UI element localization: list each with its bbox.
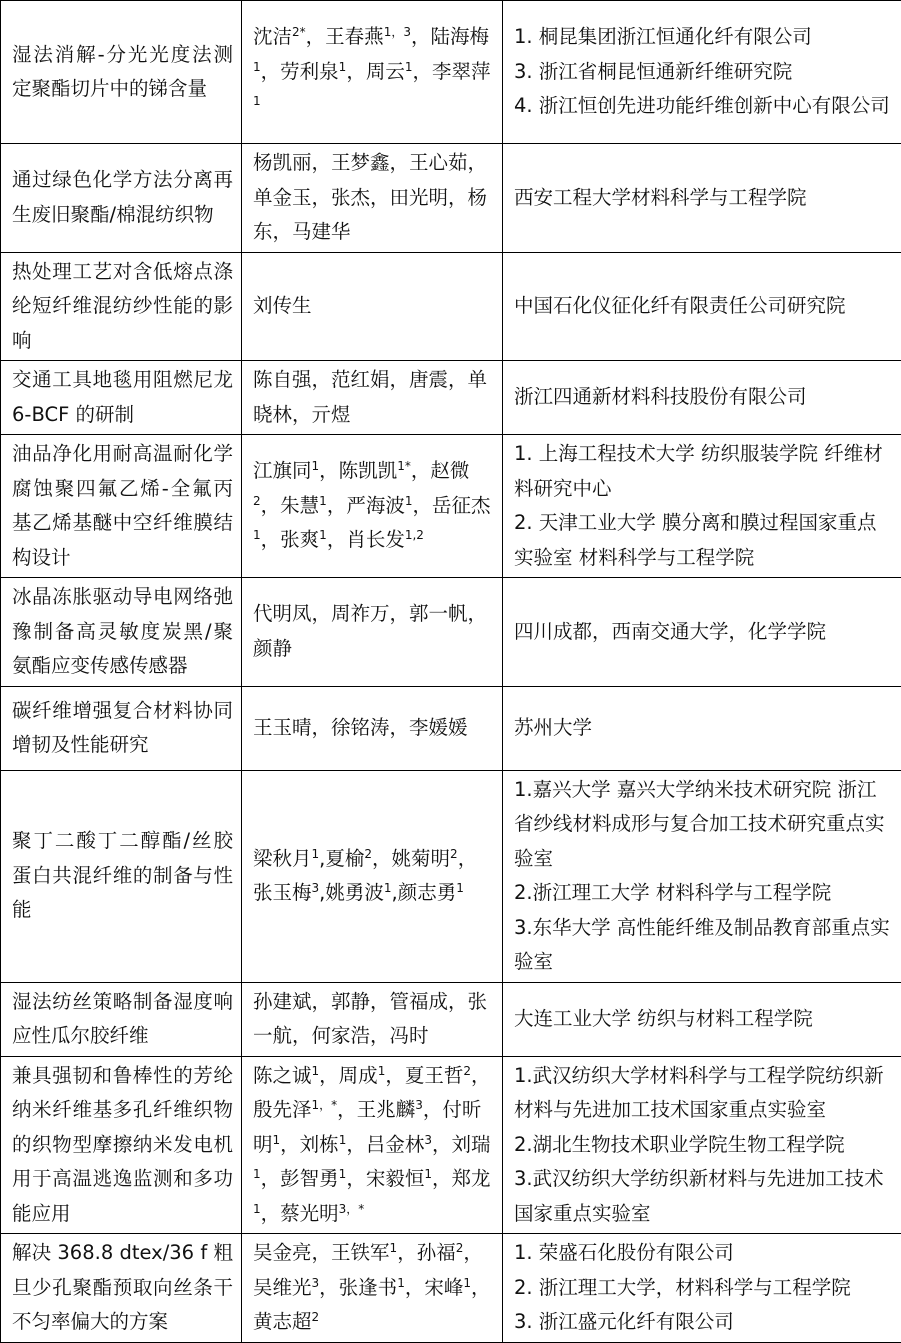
author-separator: ， bbox=[327, 494, 347, 517]
author-affiliation-mark: 1 bbox=[319, 494, 327, 508]
author-name: 黄志超 bbox=[253, 1310, 312, 1333]
paper-authors bbox=[242, 1, 503, 144]
author-name: 宋峰 bbox=[424, 1276, 463, 1299]
author-separator: ， bbox=[261, 528, 281, 551]
author-separator: ， bbox=[458, 847, 478, 870]
author-name: 蔡光明 bbox=[280, 1202, 339, 1225]
paper-affiliations bbox=[503, 435, 901, 578]
paper-authors bbox=[242, 982, 503, 1056]
author-affiliation-mark: 1 bbox=[390, 1241, 398, 1255]
author-name: 付昕明 bbox=[253, 1098, 481, 1156]
author-separator: ， bbox=[261, 1202, 281, 1225]
author-separator: ， bbox=[319, 459, 339, 482]
author-name: 李翠萍 bbox=[432, 60, 491, 83]
paper-title: 热处理工艺对含低熔点涤纶短纤维混纺纱性能的影响 bbox=[1, 252, 242, 361]
affiliation-line: 4. 浙江恒创先进功能纤维创新中心有限公司 bbox=[514, 89, 893, 124]
author-affiliation-mark: 2* bbox=[292, 25, 306, 39]
author-name: 陆海梅 bbox=[430, 25, 489, 48]
author-affiliation-mark: 1 bbox=[378, 1064, 386, 1078]
author-name: 王春燕 bbox=[325, 25, 384, 48]
author-affiliation-mark: 2 bbox=[456, 1241, 464, 1255]
author-affiliation-mark: 1 bbox=[319, 528, 327, 542]
author-name: 陈凯凯 bbox=[339, 459, 398, 482]
author-name: 沈洁 bbox=[253, 25, 292, 48]
author-name: 陈之诚 bbox=[253, 1064, 312, 1087]
paper-authors bbox=[242, 578, 503, 687]
affiliation-line: 1.嘉兴大学 嘉兴大学纳米技术研究院 浙江省纱线材料成形与复合加工技术研究重点实验室 bbox=[514, 773, 893, 877]
paper-title: 油品净化用耐高温耐化学腐蚀聚四氟乙烯-全氟丙基乙烯基醚中空纤维膜结构设计 bbox=[1, 435, 242, 578]
affiliation-line: 3.东华大学 高性能纤维及制品教育部重点实验室 bbox=[514, 911, 893, 980]
author-affiliation-mark: 1 bbox=[273, 1133, 281, 1147]
table-row bbox=[1, 361, 901, 435]
author-separator: ， bbox=[346, 60, 366, 83]
author-name: 杨凯丽，王梦鑫，王心茹，单金玉，张杰，田光明，杨东，马建华 bbox=[253, 151, 487, 243]
paper-affiliations bbox=[503, 361, 901, 435]
author-name: 孙建斌，郭静，管福成，张一航，何家浩，冯时 bbox=[253, 990, 487, 1048]
author-affiliation-mark: 2 bbox=[253, 494, 261, 508]
author-name: 刘传生 bbox=[253, 294, 312, 317]
author-name: 肖长发 bbox=[346, 528, 405, 551]
paper-title: 聚丁二酸丁二醇酯/丝胶蛋白共混纤维的制备与性能 bbox=[1, 770, 242, 982]
author-separator: , bbox=[319, 847, 325, 870]
affiliation-line: 3.武汉纺织大学纺织新材料与先进加工技术国家重点实验室 bbox=[514, 1162, 893, 1231]
author-name: 周成 bbox=[339, 1064, 378, 1087]
author-separator: ， bbox=[432, 1167, 452, 1190]
author-separator: ， bbox=[261, 494, 281, 517]
author-affiliation-mark: 1 bbox=[405, 60, 413, 74]
author-separator: ， bbox=[411, 459, 431, 482]
author-affiliation-mark: 2 bbox=[364, 847, 372, 861]
paper-authors bbox=[242, 770, 503, 982]
affiliation-line: 2. 天津工业大学 膜分离和膜过程国家重点实验室 材料科学与工程学院 bbox=[514, 506, 893, 575]
author-name: 梁秋月 bbox=[253, 847, 312, 870]
paper-authors bbox=[242, 1234, 503, 1343]
paper-title: 冰晶冻胀驱动导电网络弛豫制备高灵敏度炭黑/聚氨酯应变传感传感器 bbox=[1, 578, 242, 687]
paper-authors bbox=[242, 1056, 503, 1234]
affiliation-line: 1.武汉纺织大学材料科学与工程学院纺织新材料与先进加工技术国家重点实验室 bbox=[514, 1059, 893, 1128]
paper-title: 通过绿色化学方法分离再生废旧聚酯/棉混纺织物 bbox=[1, 144, 242, 253]
paper-affiliations bbox=[503, 578, 901, 687]
author-name: 吴金亮 bbox=[253, 1241, 312, 1264]
author-name: 张逢书 bbox=[339, 1276, 398, 1299]
author-separator: , bbox=[319, 881, 325, 904]
table-row bbox=[1, 252, 901, 361]
author-affiliation-mark: 1，* bbox=[312, 1098, 338, 1112]
author-affiliation-mark: 1* bbox=[397, 459, 411, 473]
author-affiliation-mark: 3 bbox=[415, 1098, 423, 1112]
affiliation-line: 2.湖北生物技术职业学院生物工程学院 bbox=[514, 1128, 893, 1163]
affiliation-line: 2.浙江理工大学 材料科学与工程学院 bbox=[514, 876, 893, 911]
author-name: 张玉梅 bbox=[253, 881, 312, 904]
author-name: 劳利泉 bbox=[280, 60, 339, 83]
author-name: 夏榆 bbox=[325, 847, 364, 870]
table-row bbox=[1, 435, 901, 578]
affiliation-line: 1. 上海工程技术大学 纺织服装学院 纤维材料研究中心 bbox=[514, 437, 893, 506]
author-affiliation-mark: 3 bbox=[312, 881, 320, 895]
author-separator: ， bbox=[423, 1098, 443, 1121]
author-separator: ， bbox=[411, 25, 431, 48]
paper-authors bbox=[242, 252, 503, 361]
author-separator: ， bbox=[306, 25, 326, 48]
table-row bbox=[1, 770, 901, 982]
affiliation-line: 大连工业大学 纺织与材料工程学院 bbox=[514, 1002, 893, 1037]
paper-affiliations bbox=[503, 252, 901, 361]
paper-affiliations bbox=[503, 770, 901, 982]
author-separator: ， bbox=[327, 528, 347, 551]
author-affiliation-mark: 1 bbox=[253, 1202, 261, 1216]
author-affiliation-mark: 1 bbox=[456, 881, 464, 895]
author-separator: ， bbox=[312, 1241, 332, 1264]
author-separator: ， bbox=[337, 1098, 357, 1121]
affiliation-line: 3. 浙江省桐昆恒通新纤维研究院 bbox=[514, 55, 893, 90]
affiliation-line: 1. 荣盛石化股份有限公司 bbox=[514, 1236, 893, 1271]
paper-affiliations bbox=[503, 686, 901, 770]
author-name: 姚菊明 bbox=[392, 847, 451, 870]
author-affiliation-mark: 3 bbox=[312, 1276, 320, 1290]
author-name: 王兆麟 bbox=[357, 1098, 416, 1121]
author-affiliation-mark: 2 bbox=[312, 1310, 320, 1324]
author-affiliation-mark: 1 bbox=[339, 1133, 347, 1147]
author-name: 宋毅恒 bbox=[366, 1167, 425, 1190]
author-affiliation-mark: 1 bbox=[463, 1276, 471, 1290]
affiliation-line: 苏州大学 bbox=[514, 711, 893, 746]
author-separator: ， bbox=[405, 1276, 425, 1299]
paper-authors bbox=[242, 435, 503, 578]
author-name: 陈自强，范红娟，唐震，单晓林，亓煜 bbox=[253, 368, 487, 426]
paper-title: 碳纤维增强复合材料协同增韧及性能研究 bbox=[1, 686, 242, 770]
author-separator: ， bbox=[319, 1064, 339, 1087]
affiliation-line: 四川成都，西南交通大学，化学学院 bbox=[514, 615, 893, 650]
author-name: 刘瑞 bbox=[452, 1133, 491, 1156]
author-affiliation-mark: 3 bbox=[424, 1133, 432, 1147]
author-name: 岳征杰 bbox=[432, 494, 491, 517]
author-affiliation-mark: 2 bbox=[450, 847, 458, 861]
author-affiliation-mark: 1 bbox=[405, 494, 413, 508]
author-separator: ， bbox=[346, 1167, 366, 1190]
paper-affiliations bbox=[503, 144, 901, 253]
author-separator: ， bbox=[471, 1276, 491, 1299]
author-separator: ， bbox=[261, 60, 281, 83]
paper-affiliations bbox=[503, 982, 901, 1056]
author-name: 彭智勇 bbox=[280, 1167, 339, 1190]
author-separator: ， bbox=[385, 1064, 405, 1087]
author-name: 严海波 bbox=[346, 494, 405, 517]
author-affiliation-mark: 1 bbox=[253, 528, 261, 542]
author-name: 赵微 bbox=[430, 459, 469, 482]
author-name: 张爽 bbox=[280, 528, 319, 551]
author-separator: ， bbox=[463, 1241, 483, 1264]
affiliation-line: 2. 浙江理工大学，材料科学与工程学院 bbox=[514, 1271, 893, 1306]
author-affiliation-mark: 1 bbox=[253, 94, 261, 108]
paper-authors bbox=[242, 686, 503, 770]
paper-title: 兼具强韧和鲁棒性的芳纶纳米纤维基多孔纤维织物的织物型摩擦纳米发电机用于高温逃逸监测和多功能应用 bbox=[1, 1056, 242, 1234]
table-row bbox=[1, 1234, 901, 1343]
table-row bbox=[1, 578, 901, 687]
author-name: 周云 bbox=[366, 60, 405, 83]
author-separator: , bbox=[392, 881, 398, 904]
author-separator: ， bbox=[432, 1133, 452, 1156]
author-affiliation-mark: 1 bbox=[339, 1167, 347, 1181]
author-separator: ， bbox=[346, 1133, 366, 1156]
author-affiliation-mark: 1 bbox=[253, 60, 261, 74]
author-separator: ， bbox=[319, 1276, 339, 1299]
author-affiliation-mark: 1 bbox=[339, 60, 347, 74]
author-separator: ， bbox=[372, 847, 392, 870]
author-name: 王玉晴，徐铭涛，李媛媛 bbox=[253, 716, 468, 739]
paper-title: 湿法纺丝策略制备湿度响应性瓜尔胶纤维 bbox=[1, 982, 242, 1056]
author-affiliation-mark: 1,2 bbox=[405, 528, 424, 542]
author-affiliation-mark: 1 bbox=[424, 1167, 432, 1181]
author-name: 颜志勇 bbox=[398, 881, 457, 904]
author-affiliation-mark: 3，* bbox=[339, 1202, 365, 1216]
affiliation-line: 浙江四通新材料科技股份有限公司 bbox=[514, 380, 893, 415]
affiliation-line: 3. 浙江盛元化纤有限公司 bbox=[514, 1305, 893, 1340]
paper-title: 交通工具地毯用阻燃尼龙 6-BCF 的研制 bbox=[1, 361, 242, 435]
papers-table-body bbox=[1, 1, 901, 1343]
affiliation-line: 1. 桐昆集团浙江恒通化纤有限公司 bbox=[514, 20, 893, 55]
author-name: 刘栋 bbox=[300, 1133, 339, 1156]
author-name: 殷先泽 bbox=[253, 1098, 312, 1121]
author-separator: ， bbox=[471, 1064, 491, 1087]
author-name: 吕金林 bbox=[366, 1133, 425, 1156]
author-affiliation-mark: 2 bbox=[463, 1064, 471, 1078]
table-row bbox=[1, 982, 901, 1056]
author-name: 江旗同 bbox=[253, 459, 312, 482]
table-row bbox=[1, 1056, 901, 1234]
author-affiliation-mark: 1 bbox=[384, 881, 392, 895]
paper-authors bbox=[242, 361, 503, 435]
affiliation-line: 西安工程大学材料科学与工程学院 bbox=[514, 181, 893, 216]
paper-affiliations bbox=[503, 1, 901, 144]
author-separator: ， bbox=[280, 1133, 300, 1156]
author-name: 姚勇波 bbox=[325, 881, 384, 904]
author-name: 孙福 bbox=[417, 1241, 456, 1264]
author-name: 郑龙 bbox=[452, 1167, 491, 1190]
author-separator: ， bbox=[412, 60, 432, 83]
author-name: 吴维光 bbox=[253, 1276, 312, 1299]
author-separator: ， bbox=[261, 1167, 281, 1190]
paper-authors bbox=[242, 144, 503, 253]
author-name: 代明凤，周祚万，郭一帆，颜静 bbox=[253, 602, 487, 660]
author-affiliation-mark: 1 bbox=[253, 1167, 261, 1181]
author-affiliation-mark: 1 bbox=[312, 459, 320, 473]
author-name: 朱慧 bbox=[280, 494, 319, 517]
paper-title: 解决 368.8 dtex/36 f 粗旦少孔聚酯预取向丝条干不匀率偏大的方案 bbox=[1, 1234, 242, 1343]
author-separator: ， bbox=[397, 1241, 417, 1264]
table-row bbox=[1, 144, 901, 253]
author-name: 夏王哲 bbox=[405, 1064, 464, 1087]
table-row bbox=[1, 1, 901, 144]
affiliation-line: 中国石化仪征化纤有限责任公司研究院 bbox=[514, 289, 893, 324]
author-affiliation-mark: 1 bbox=[312, 847, 320, 861]
table-row bbox=[1, 686, 901, 770]
author-separator: ， bbox=[412, 494, 432, 517]
author-affiliation-mark: 1 bbox=[312, 1064, 320, 1078]
author-name: 王铁军 bbox=[331, 1241, 390, 1264]
paper-title: 湿法消解-分光光度法测定聚酯切片中的锑含量 bbox=[1, 1, 242, 144]
author-affiliation-mark: 1 bbox=[397, 1276, 405, 1290]
author-affiliation-mark: 1，3 bbox=[384, 25, 411, 39]
paper-affiliations bbox=[503, 1056, 901, 1234]
paper-affiliations bbox=[503, 1234, 901, 1343]
